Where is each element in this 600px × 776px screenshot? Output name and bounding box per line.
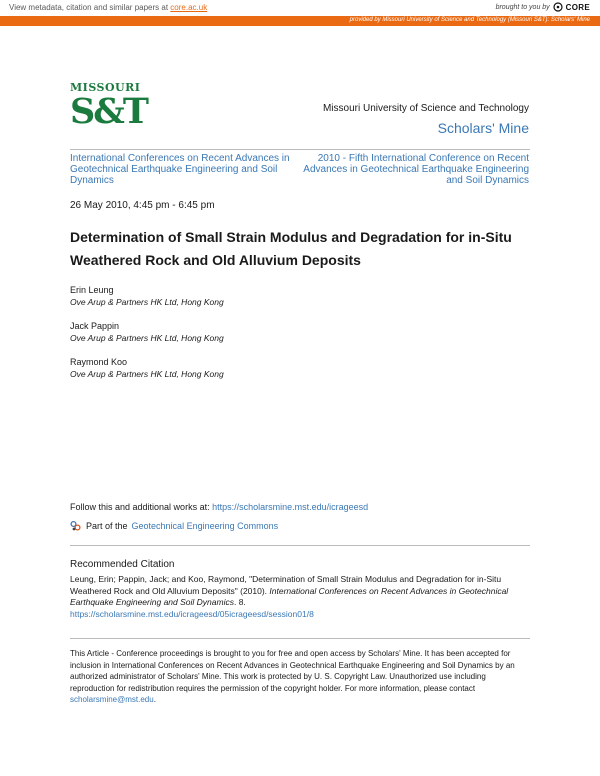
citation-venue: International Conferences on Recent Advances in Geotechnical Earthquake Engineering and Soil Dynamics xyxy=(70,585,509,607)
author-affiliation: Ove Arup & Partners HK Ltd, Hong Kong xyxy=(70,369,224,379)
university-name: Missouri University of Science and Technology xyxy=(322,103,529,114)
citation-plain: Leung, Erin; Pappin, Jack; and Koo, Raymond, "Determination of Small Strain Modulus and Degradation for in-Situ Weathered Rock and Old Alluvium Deposits" (2010). xyxy=(70,574,502,596)
citation-tail: . 8. xyxy=(233,597,246,607)
logo-word: MISSOURI xyxy=(70,81,141,94)
provided-text[interactable]: provided by Missouri University of Science and Technology (Missouri S&T): Scholars' Mine xyxy=(349,17,590,23)
logo-symbol: S&T xyxy=(70,91,147,132)
core-label: CORE xyxy=(565,2,590,12)
divider xyxy=(70,545,530,546)
brought-text: brought to you by xyxy=(495,3,550,11)
core-link[interactable]: core.ac.uk xyxy=(170,3,208,12)
mst-logo[interactable] xyxy=(70,81,147,138)
paper-title: Determination of Small Strain Modulus and Degradation for in-Situ Weathered Rock and Old Alluvium Deposits xyxy=(70,229,512,268)
author-name: Raymond Koo xyxy=(70,357,128,367)
core-brought-by[interactable] xyxy=(496,2,590,12)
core-banner xyxy=(0,0,600,16)
author-name: Jack Pappin xyxy=(70,321,120,331)
follow-link[interactable]: https://scholarsmine.mst.edu/icrageesd xyxy=(212,502,369,512)
core-logo-icon xyxy=(553,2,563,12)
follow-text: Follow this and additional works at: xyxy=(70,502,210,512)
collection-link-left[interactable]: International Conferences on Recent Advances in Geotechnical Earthquake Engineering and Soil Dynamics xyxy=(70,153,290,186)
divider xyxy=(70,149,530,150)
event-date: 26 May 2010, 4:45 pm - 6:45 pm xyxy=(70,200,215,211)
citation-text xyxy=(70,574,532,620)
recommended-citation-heading: Recommended Citation xyxy=(70,559,175,570)
part-of-line xyxy=(70,520,278,532)
repository-link[interactable]: Scholars' Mine xyxy=(437,120,529,136)
core-view-line xyxy=(9,3,207,12)
notice-text: This Article - Conference proceedings is brought to you for free and open access by Scholars' Mine. It has been accepted for inclusion in International Conferences on Recent Advances in Geotechnical Earthquake Engineering and Soil Dynamics by an authorized administrator of Scholars' Mine. This work is protected by U. S. Copyright Law. Unauthorized use including reproduction for redistribution requires the permission of the copyright holder. For more information, please contact xyxy=(70,649,515,693)
notice-end: . xyxy=(153,695,156,704)
core-view-text: View metadata, citation and similar papers at xyxy=(9,3,169,12)
network-icon xyxy=(70,520,82,532)
copyright-notice xyxy=(70,648,532,706)
commons-link[interactable]: Geotechnical Engineering Commons xyxy=(131,521,279,531)
collection-link-right[interactable]: 2010 - Fifth International Conference on Recent Advances in Geotechnical Earthquake Engineering and Soil Dynamics xyxy=(303,153,529,186)
author-affiliation: Ove Arup & Partners HK Ltd, Hong Kong xyxy=(70,333,224,343)
part-of-text: Part of the xyxy=(86,521,128,531)
follow-line xyxy=(70,502,368,512)
divider xyxy=(70,638,530,639)
contact-email-link[interactable]: scholarsmine@mst.edu xyxy=(70,695,154,704)
citation-url[interactable]: https://scholarsmine.mst.edu/icrageesd/05icrageesd/session01/8 xyxy=(70,608,314,619)
author-name: Erin Leung xyxy=(70,285,114,295)
provided-banner xyxy=(0,16,600,26)
author-affiliation: Ove Arup & Partners HK Ltd, Hong Kong xyxy=(70,297,224,307)
